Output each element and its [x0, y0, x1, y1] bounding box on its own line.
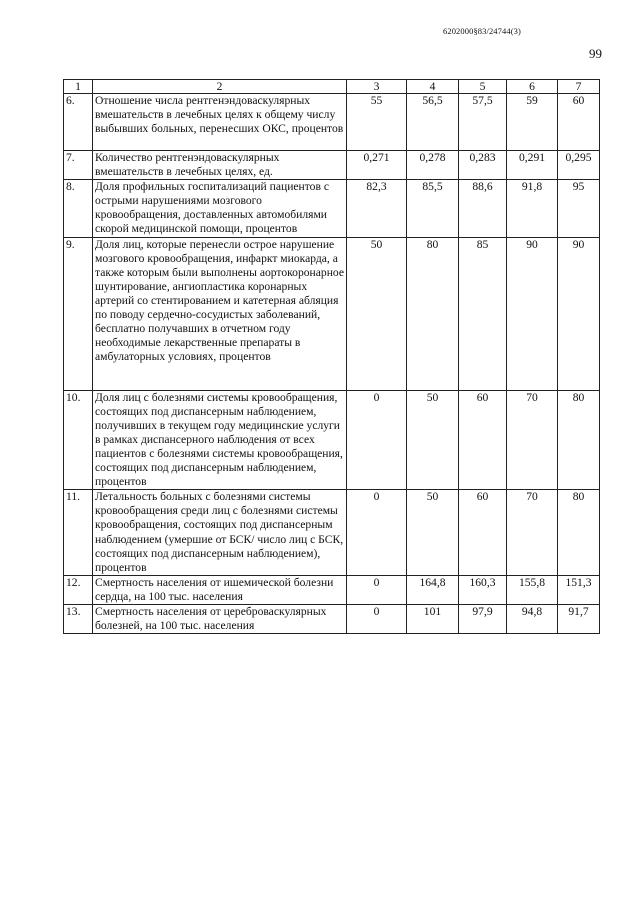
value-cell: 50	[407, 390, 459, 490]
row-number: 12.	[64, 575, 93, 604]
value-cell: 155,8	[507, 575, 558, 604]
table-row	[64, 390, 600, 490]
column-header: 7	[558, 80, 600, 94]
value-cell: 151,3	[558, 575, 600, 604]
row-number: 9.	[64, 237, 93, 390]
column-header: 5	[459, 80, 507, 94]
value-cell: 0,271	[347, 151, 407, 180]
value-cell: 50	[347, 237, 407, 390]
value-cell: 88,6	[459, 180, 507, 237]
value-cell: 56,5	[407, 94, 459, 151]
value-cell: 90	[558, 237, 600, 390]
value-cell: 70	[507, 390, 558, 490]
column-number-row	[64, 80, 600, 94]
indicator-text: Количество рентгенэндоваскулярных вмешательств в лечебных целях, ед.	[93, 151, 347, 180]
value-cell: 90	[507, 237, 558, 390]
value-cell: 0	[347, 490, 407, 576]
table-row	[64, 180, 600, 237]
column-header: 6	[507, 80, 558, 94]
value-cell: 0	[347, 390, 407, 490]
value-cell: 60	[558, 94, 600, 151]
value-cell: 0	[347, 575, 407, 604]
indicators-table	[63, 79, 600, 634]
value-cell: 57,5	[459, 94, 507, 151]
value-cell: 101	[407, 604, 459, 633]
column-header: 2	[93, 80, 347, 94]
row-number: 8.	[64, 180, 93, 237]
value-cell: 94,8	[507, 604, 558, 633]
value-cell: 0,278	[407, 151, 459, 180]
indicator-text: Летальность больных с болезнями системы кровообращения среди лиц с болезнями системы кровообращения, состоящих под диспансерным наблюдением (умершие от БСК/ число лиц с БСК, состоящих под диспансерным наблюдением), процентов	[93, 490, 347, 576]
value-cell: 0	[347, 604, 407, 633]
value-cell: 164,8	[407, 575, 459, 604]
value-cell: 95	[558, 180, 600, 237]
value-cell: 82,3	[347, 180, 407, 237]
table-row	[64, 237, 600, 390]
row-number: 10.	[64, 390, 93, 490]
indicator-text: Смертность населения от ишемической болезни сердца, на 100 тыс. населения	[93, 575, 347, 604]
value-cell: 0,295	[558, 151, 600, 180]
value-cell: 80	[558, 390, 600, 490]
page-number: 99	[589, 46, 602, 61]
indicator-text: Смертность населения от цереброваскулярных болезней, на 100 тыс. населения	[93, 604, 347, 633]
indicator-text: Отношение числа рентгенэндоваскулярных вмешательств в лечебных целях к общему числу выбывших больных, перенесших ОКС, процентов	[93, 94, 347, 151]
value-cell: 97,9	[459, 604, 507, 633]
value-cell: 85	[459, 237, 507, 390]
row-number: 7.	[64, 151, 93, 180]
value-cell: 70	[507, 490, 558, 576]
value-cell: 80	[407, 237, 459, 390]
table-row	[64, 604, 600, 633]
table-row	[64, 575, 600, 604]
row-number: 6.	[64, 94, 93, 151]
value-cell: 0,291	[507, 151, 558, 180]
value-cell: 80	[558, 490, 600, 576]
value-cell: 50	[407, 490, 459, 576]
value-cell: 91,8	[507, 180, 558, 237]
value-cell: 60	[459, 390, 507, 490]
value-cell: 0,283	[459, 151, 507, 180]
value-cell: 55	[347, 94, 407, 151]
value-cell: 85,5	[407, 180, 459, 237]
column-header: 4	[407, 80, 459, 94]
column-header: 3	[347, 80, 407, 94]
table-row	[64, 94, 600, 151]
row-number: 13.	[64, 604, 93, 633]
table-row	[64, 490, 600, 576]
document-id: 6202000§83/24744(3)	[443, 26, 521, 36]
indicator-text: Доля профильных госпитализаций пациентов с острыми нарушениями мозгового кровообращения, доставленных автомобилями скорой медицинской помощи, процентов	[93, 180, 347, 237]
column-header: 1	[64, 80, 93, 94]
value-cell: 59	[507, 94, 558, 151]
value-cell: 91,7	[558, 604, 600, 633]
value-cell: 60	[459, 490, 507, 576]
row-number: 11.	[64, 490, 93, 576]
value-cell: 160,3	[459, 575, 507, 604]
indicator-text: Доля лиц, которые перенесли острое нарушение мозгового кровообращения, инфаркт миокарда, а также которым были выполнены аортокоронарное шунтирование, ангиопластика коронарных артерий со стентированием и катетерная абляция по поводу сердечно-сосудистых заболеваний, бесплатно получавших в отчетном году необходимые лекарственные препараты в амбулаторных условиях, процентов	[93, 237, 347, 390]
indicator-text: Доля лиц с болезнями системы кровообращения, состоящих под диспансерным наблюдением, получивших в текущем году медицинские услуги в рамках диспансерного наблюдения от всех пациентов с болезнями системы кровообращения, состоящих под диспансерным наблюдением, процентов	[93, 390, 347, 490]
table-row	[64, 151, 600, 180]
